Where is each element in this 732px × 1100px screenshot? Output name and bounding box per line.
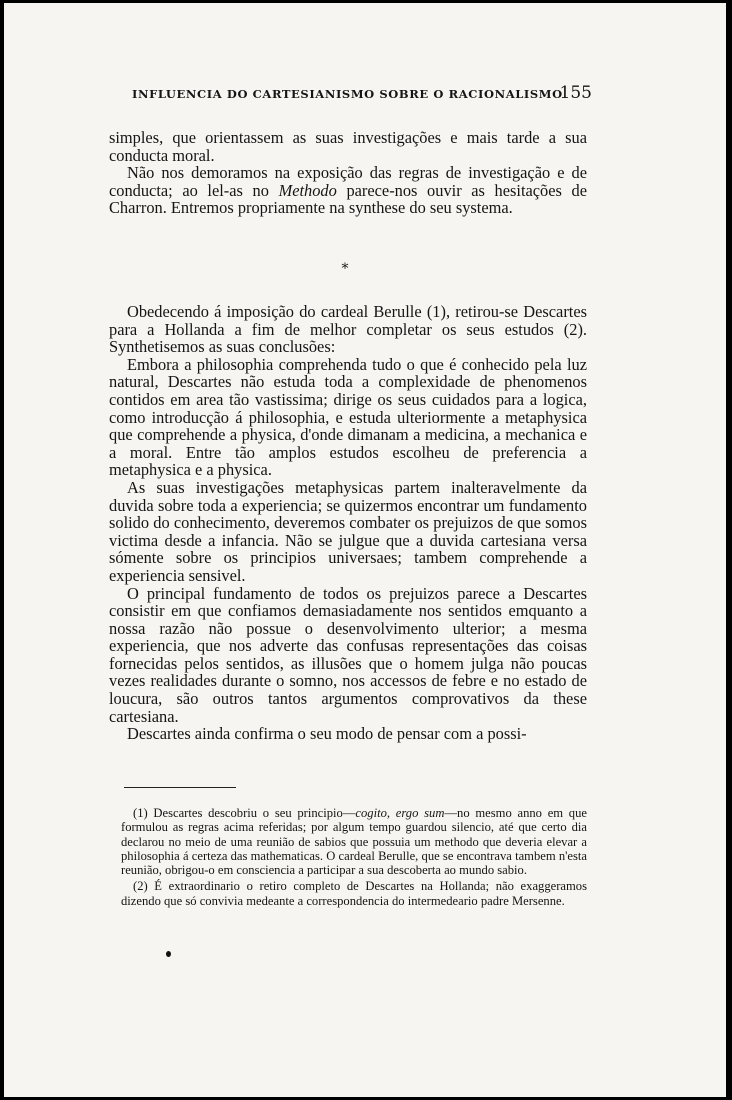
paragraph-prejuizos: O principal fundamento de todos os prejuizos parece a Descartes consistir em que confiamos demasiadamente nos sentidos emquanto a nossa razão não possue o desenvolvimento ulterior; a mesma experiencia, que nos adverte das confusas representações das coisas fornecidas pelos sentidos, as illusões que o homem julga não poucas vezes realidades durante o somno, nos accessos de febre e no estado de loucura, são outros tantos argumentos comprovativos da these cartesiana. bbox=[109, 583, 587, 726]
section-asterism: * bbox=[341, 261, 349, 277]
page-header bbox=[132, 83, 592, 107]
paragraph-continues: Descartes ainda confirma o seu modo de pensar com a possi- bbox=[127, 724, 527, 744]
page-number: 155 bbox=[559, 83, 592, 103]
ink-smudge bbox=[166, 951, 171, 957]
footnote-divider bbox=[124, 787, 236, 788]
text-block-top bbox=[109, 129, 587, 217]
footnote-italic-cogito: cogito, ergo sum bbox=[355, 806, 445, 820]
footnote-2: (2) É extraordinario o retiro completo de Descartes na Hollanda; não exaggeramos dizendo que só convivia medeante a correspondencia do intermedeario padre Mersenne. bbox=[121, 879, 587, 908]
footnote-1 bbox=[121, 806, 587, 877]
text-block-main bbox=[109, 303, 587, 743]
document-page bbox=[4, 3, 726, 1097]
footnote-text: —no mesmo anno em que formulou as regras acima referidas; por algum tempo guardou silencio, até que certo dia declarou no meio de uma reunião de sabios que possuia um methodo que deveria elevar a philosophia á certeza das mathematicas. O cardeal Berulle, que se encontrava tambem n'esta reunião, obrigou-o em consciencia a participar a sua descoberta ao mundo sabio. bbox=[121, 806, 587, 878]
paragraph-continuation: simples, que orientassem as suas investigações e mais tarde a sua conducta moral. bbox=[109, 128, 587, 165]
footnote-text: (1) Descartes descobriu o seu principio— bbox=[133, 806, 356, 820]
running-head: INFLUENCIA DO CARTESIANISMO SOBRE O RACIONALISMO bbox=[132, 87, 563, 101]
italic-title-methodo: Methodo bbox=[278, 180, 337, 200]
paragraph-investigacoes: As suas investigações metaphysicas partem inalteravelmente da duvida sobre toda a experiencia; se quizermos encontrar um fundamento solido do conhecimento, deveremos combater os prejuizos de que somos victima desde a infancia. Não se julgue que a duvida cartesiana versa sómente sobre os principios universaes; tambem comprehende a experiencia sensivel. bbox=[109, 477, 587, 585]
paragraph-text: Não nos demoramos na exposição das regras de investigação e de conducta; ao lel-as no bbox=[109, 163, 587, 200]
paragraph-methodo bbox=[109, 164, 587, 217]
paragraph-berulle: Obedecendo á imposição do cardeal Berulle (1), retirou-se Descartes para a Hollanda a fim de melhor completar os seus estudos (2). Synthetisemos as suas conclusões: bbox=[109, 302, 587, 357]
paragraph-philosophia: Embora a philosophia comprehenda tudo o que é conhecido pela luz natural, Descartes não estuda toda a complexidade de phenomenos contidos em area tão vastissima; dirige os seus cuidados para a logica, como introducção á philosophia, e estuda ulteriormente a metaphysica que comprehende a physica, d'onde dimanam a medicina, a mechanica e a moral. Entre tão amplos estudos escolheu de preferencia a metaphysica e a physica. bbox=[109, 354, 587, 480]
paragraph-text: parece-nos ouvir as hesitações de Charron. Entremos propriamente na synthese do seu systema. bbox=[109, 180, 587, 218]
footnotes bbox=[121, 806, 587, 908]
